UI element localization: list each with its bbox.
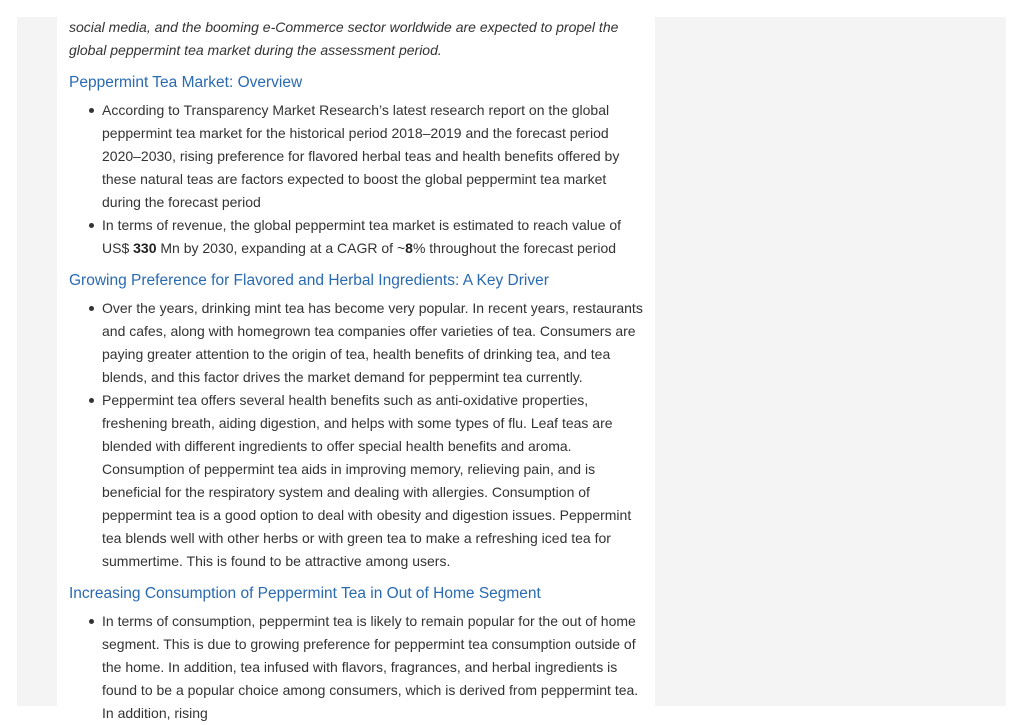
list-item: Peppermint tea offers several health benefits such as anti-oxidative properties, freshening breath, aiding digestion, and helps with some types of flu. Leaf teas are blended with different ingredients to offer special health benefits and aroma. Consumption of peppermint tea aids in improving memory, relieving pain, and is beneficial for the respiratory system and dealing with allergies. Consumption of peppermint tea is a good option to deal with obesity and digestion issues. Peppermint tea blends well with other herbs or with green tea to make a refreshing iced tea for summertime. This is found to be attractive among users.: [102, 389, 647, 573]
list-item: Over the years, drinking mint tea has become very popular. In recent years, restaurants and cafes, along with homegrown tea companies offer varieties of tea. Consumers are paying greater attention to the origin of tea, health benefits of drinking tea, and tea blends, and this factor drives the market demand for peppermint tea currently.: [102, 297, 647, 389]
left-gutter: [17, 17, 57, 706]
list-item: In terms of consumption, peppermint tea is likely to remain popular for the out of home segment. This is due to growing preference for peppermint tea consumption outside of the home. In addition, tea infused with flavors, fragrances, and herbal ingredients is found to be a popular choice among consumers, which is derived from peppermint tea. In addition, rising: [102, 610, 647, 725]
list-item: According to Transparency Market Research’s latest research report on the global peppermint tea market for the historical period 2018–2019 and the forecast period 2020–2030, rising preference for flavored herbal teas and health benefits offered by these natural teas are factors expected to boost the global peppermint tea market during the forecast period: [102, 99, 647, 214]
key-driver-list: [69, 297, 647, 573]
section-heading-overview: Peppermint Tea Market: Overview: [69, 74, 303, 91]
revenue-value: 330: [133, 240, 157, 256]
out-of-home-list: [69, 610, 647, 725]
revenue-text: In terms of revenue, the global peppermint tea market is estimated to reach value of US$: [102, 217, 622, 256]
revenue-text: % throughout the forecast period: [412, 240, 617, 256]
overview-list: [69, 99, 647, 260]
section-heading-key-driver: Growing Preference for Flavored and Herbal Ingredients: A Key Driver: [69, 272, 549, 289]
revenue-text: Mn by 2030, expanding at a CAGR of ~: [156, 240, 406, 256]
list-item-revenue: [102, 214, 647, 260]
article-content: [57, 0, 655, 721]
intro-paragraph: social media, and the booming e-Commerce sector worldwide are expected to propel the global peppermint tea market during the assessment period.: [69, 19, 619, 58]
section-heading-out-of-home: Increasing Consumption of Peppermint Tea in Out of Home Segment: [69, 585, 541, 602]
right-sidebar-panel: [655, 17, 1006, 706]
cagr-value: 8: [405, 240, 413, 256]
